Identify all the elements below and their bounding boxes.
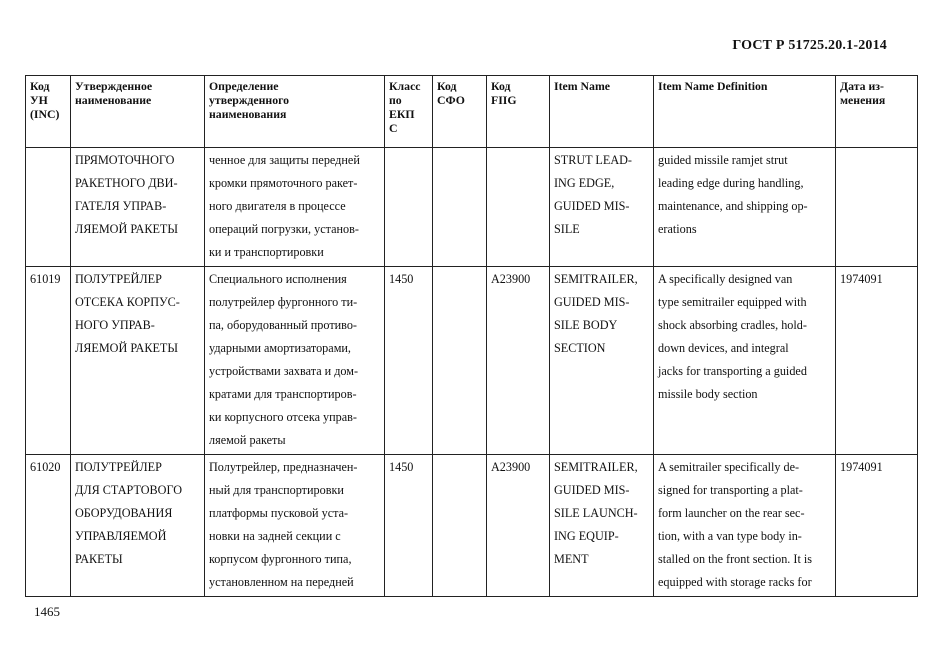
cell-sfo (433, 148, 487, 267)
header-sfo: Код СФО (433, 76, 487, 148)
cell-item-name: STRUT LEAD- ING EDGE, GUIDED MIS- SILE (550, 148, 654, 267)
cell-item-definition: guided missile ramjet strut leading edge during handling, maintenance, and shipping op- erations (654, 148, 836, 267)
cell-definition: Специального исполнения полутрейлер фургонного ти- па, оборудованный противо- ударными амортизаторами, устройствами захвата и дом- кратами для транспортиров- ки корпусного отсека управ- ляемой ракеты (205, 267, 385, 455)
cell-inc: 61020 (26, 455, 71, 597)
header-item-name: Item Name (550, 76, 654, 148)
table-header-row (26, 76, 918, 148)
cell-change-date: 1974091 (836, 267, 918, 455)
header-inc: Код УН (INC) (26, 76, 71, 148)
cell-approved-name: ПОЛУТРЕЙЛЕР ОТСЕКА КОРПУС- НОГО УПРАВ- ЛЯЕМОЙ РАКЕТЫ (71, 267, 205, 455)
cell-definition: ченное для защиты передней кромки прямоточного ракет- ного двигателя в процессе операций погрузки, установ- ки и транспортировки (205, 148, 385, 267)
table-row (26, 267, 918, 455)
cell-item-definition: A specifically designed van type semitrailer equipped with shock absorbing cradles, hold- down devices, and integral jacks for transporting a guided missile body section (654, 267, 836, 455)
cell-inc (26, 148, 71, 267)
cell-fiig (487, 148, 550, 267)
cell-class: 1450 (385, 455, 433, 597)
cell-inc: 61019 (26, 267, 71, 455)
cell-item-name: SEMITRAILER, GUIDED MIS- SILE LAUNCH- ING EQUIP- MENT (550, 455, 654, 597)
table-row (26, 148, 918, 267)
cell-definition: Полутрейлер, предназначен- ный для транспортировки платформы пусковой уста- новки на задней секции с корпусом фургонного типа, установленном на передней (205, 455, 385, 597)
page-number: 1465 (34, 604, 60, 619)
header-class: Класс по ЕКП С (385, 76, 433, 148)
cell-change-date (836, 148, 918, 267)
cell-class (385, 148, 433, 267)
cell-fiig: A23900 (487, 455, 550, 597)
cell-change-date: 1974091 (836, 455, 918, 597)
document-standard-header: ГОСТ Р 51725.20.1-2014 (732, 38, 887, 53)
cell-approved-name: ПРЯМОТОЧНОГО РАКЕТНОГО ДВИ- ГАТЕЛЯ УПРАВ- ЛЯЕМОЙ РАКЕТЫ (71, 148, 205, 267)
header-approved-name: Утвержденное наименование (71, 76, 205, 148)
table-row (26, 455, 918, 597)
header-change-date: Дата из- менения (836, 76, 918, 148)
header-item-definition: Item Name Definition (654, 76, 836, 148)
cell-approved-name: ПОЛУТРЕЙЛЕР ДЛЯ СТАРТОВОГО ОБОРУДОВАНИЯ УПРАВЛЯЕМОЙ РАКЕТЫ (71, 455, 205, 597)
cell-fiig: A23900 (487, 267, 550, 455)
cell-class: 1450 (385, 267, 433, 455)
cell-item-name: SEMITRAILER, GUIDED MIS- SILE BODY SECTION (550, 267, 654, 455)
cell-item-definition: A semitrailer specifically de- signed for transporting a plat- form launcher on the rear sec- tion, with a van type body in- stalled on the front section. It is equipped with storage racks for (654, 455, 836, 597)
cell-sfo (433, 267, 487, 455)
header-fiig: Код FIIG (487, 76, 550, 148)
cell-sfo (433, 455, 487, 597)
header-definition: Определение утвержденного наименования (205, 76, 385, 148)
nomenclature-table (25, 75, 918, 597)
